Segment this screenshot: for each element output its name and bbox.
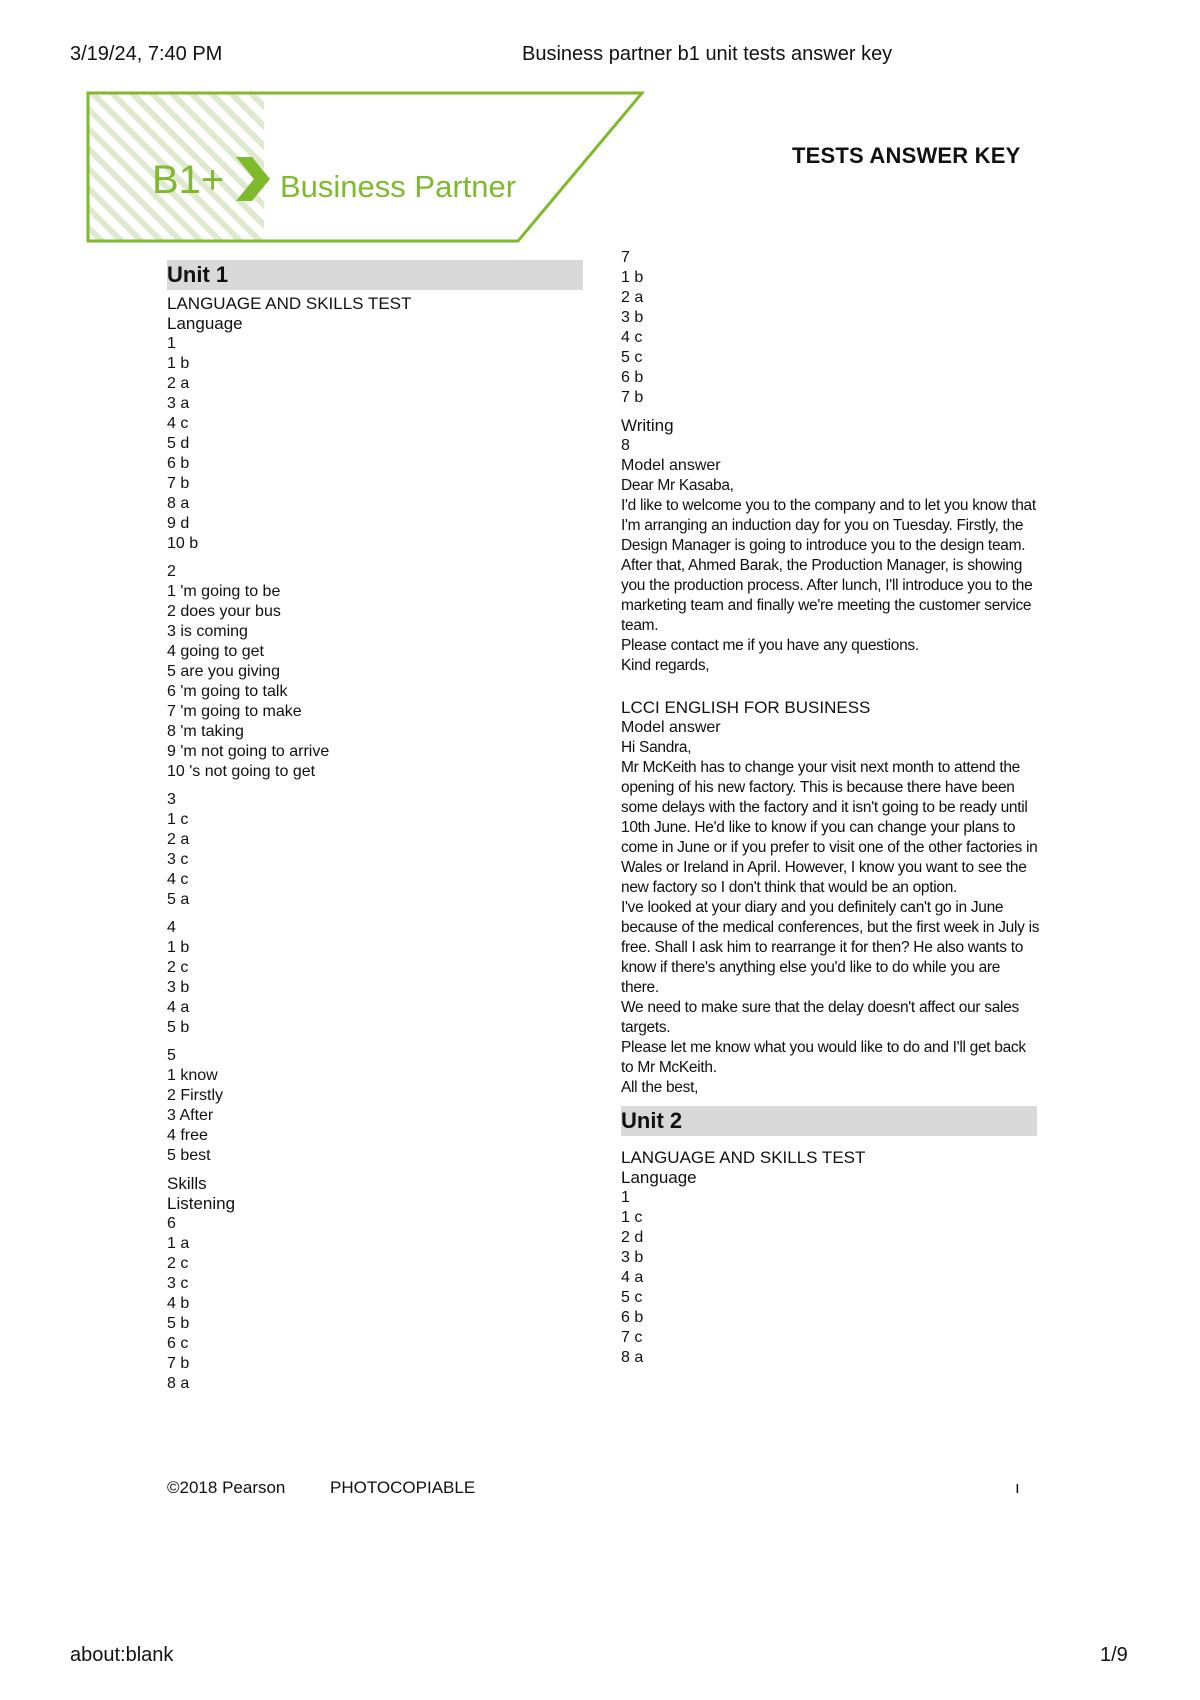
list-item: 1 b	[167, 355, 190, 372]
print-doc-title: Business partner b1 unit tests answer key	[522, 43, 893, 65]
list-item: 4 c	[167, 871, 189, 888]
writing-label: Writing	[621, 416, 674, 435]
list-item: 6 c	[167, 1335, 189, 1352]
unit2-language-label: Language	[621, 1168, 697, 1187]
lcci-signoff: All the best,	[621, 1079, 699, 1096]
ex4-number: 4	[167, 919, 176, 936]
ex3-number: 3	[167, 791, 176, 808]
list-item: 3 c	[167, 851, 189, 868]
list-item: 4 c	[621, 329, 643, 346]
list-item: 1 know	[167, 1067, 218, 1084]
list-item: 8 a	[167, 495, 190, 512]
unit2-test-title: LANGUAGE AND SKILLS TEST	[621, 1148, 866, 1167]
ex2-number: 2	[167, 563, 176, 580]
lcci-title: LCCI ENGLISH FOR BUSINESS	[621, 698, 871, 717]
list-item: 2 c	[167, 959, 189, 976]
list-item: 1 b	[167, 939, 190, 956]
unit1-language-label: Language	[167, 314, 243, 333]
list-item: 1 c	[621, 1209, 643, 1226]
ex8-model-label: Model answer	[621, 457, 721, 474]
ex5-list	[167, 1066, 587, 1166]
ex8-number: 8	[621, 437, 630, 454]
list-item: 5 b	[167, 1315, 190, 1332]
list-item: 4 going to get	[167, 643, 264, 660]
list-item: 2 Firstly	[167, 1087, 223, 1104]
ex2-list	[167, 582, 587, 782]
list-item: 2 c	[167, 1255, 189, 1272]
list-item: 7 c	[621, 1329, 643, 1346]
ex8-contact-line: Please contact me if you have any questions.	[621, 637, 919, 654]
unit2-ex1-number: 1	[621, 1189, 630, 1206]
lcci-salutation: Hi Sandra,	[621, 739, 692, 756]
logo-brand: Business Partner	[280, 169, 517, 204]
list-item: 4 c	[167, 415, 189, 432]
ex8-body: I'd like to welcome you to the company and to let you know that I'm arranging an induction day for you on Tuesday. Firstly, the Design Manager is going to introduce you to the design team. After that, Ahmed Barak, the Production Manager, is showing you the production process. After lunch, I'll introduce you to the marketing team and finally we're meeting the customer service team.	[621, 497, 1036, 634]
lcci-body-4: Please let me know what you would like to do and I'll get back to Mr McKeith.	[621, 1039, 1026, 1076]
left-column	[167, 260, 587, 1394]
list-item: 5 c	[621, 1289, 643, 1306]
list-item: 3 b	[167, 979, 190, 996]
list-item: 6 b	[621, 369, 644, 386]
list-item: 2 a	[167, 375, 190, 392]
list-item: 2 d	[621, 1229, 644, 1246]
list-item: 1 'm going to be	[167, 583, 281, 600]
ex1-list	[167, 354, 587, 554]
unit1-heading: Unit 1	[167, 260, 583, 290]
right-column	[621, 248, 1041, 1368]
skills-label: Skills	[167, 1174, 207, 1193]
footer-copyright: ©2018 Pearson	[167, 1478, 286, 1497]
ex7-number: 7	[621, 249, 630, 266]
lcci-body-3: We need to make sure that the delay doesn't affect our sales targets.	[621, 999, 1019, 1036]
list-item: 6 b	[167, 455, 190, 472]
print-datetime: 3/19/24, 7:40 PM	[70, 43, 223, 65]
listening-label: Listening	[167, 1194, 236, 1213]
unit2-ex1-list	[621, 1208, 1041, 1368]
list-item: 7 b	[621, 389, 644, 406]
list-item: 5 best	[167, 1147, 211, 1164]
list-item: 3 c	[167, 1275, 189, 1292]
list-item: 9 d	[167, 515, 190, 532]
ex1-number: 1	[167, 335, 176, 352]
list-item: 8 'm taking	[167, 723, 244, 740]
list-item: 7 b	[167, 1355, 190, 1372]
list-item: 7 b	[167, 475, 190, 492]
list-item: 1 a	[167, 1235, 190, 1252]
logo-level: B1+	[152, 158, 225, 202]
list-item: 6 'm going to talk	[167, 683, 288, 700]
list-item: 5 c	[621, 349, 643, 366]
footer-photocopiable: PHOTOCOPIABLE	[330, 1478, 476, 1497]
lcci-model-label: Model answer	[621, 719, 721, 736]
list-item: 2 a	[167, 831, 190, 848]
list-item: 10 b	[167, 535, 199, 552]
unit1-test-title: LANGUAGE AND SKILLS TEST	[167, 294, 412, 313]
list-item: 5 are you giving	[167, 663, 280, 680]
lcci-body-1: Mr McKeith has to change your visit next month to attend the opening of his new factory. This is because there have been some delays with the factory and it isn't going to be ready until 10th June. He'd like to know if you can change your plans to come in June or if you prefer to visit one of the other factories in Wales or Ireland in April. However, I know you want to see the new factory so I don't think that would be an option.	[621, 759, 1038, 896]
footer-page-mark: ı	[1015, 1478, 1020, 1497]
list-item: 10 's not going to get	[167, 763, 316, 780]
unit2-heading: Unit 2	[621, 1106, 1037, 1136]
ex5-number: 5	[167, 1047, 176, 1064]
ex8-signoff: Kind regards,	[621, 657, 710, 674]
list-item: 4 a	[621, 1269, 644, 1286]
ex6-number: 6	[167, 1215, 176, 1232]
print-url: about:blank	[70, 1644, 174, 1666]
business-partner-logo	[86, 91, 646, 243]
list-item: 4 free	[167, 1127, 208, 1144]
print-page-number: 1/9	[1100, 1644, 1128, 1666]
ex8-salutation: Dear Mr Kasaba,	[621, 477, 734, 494]
page-title: TESTS ANSWER KEY	[792, 143, 1021, 168]
list-item: 7 'm going to make	[167, 703, 302, 720]
list-item: 8 a	[167, 1375, 190, 1392]
list-item: 6 b	[621, 1309, 644, 1326]
list-item: 2 does your bus	[167, 603, 281, 620]
ex7-list	[621, 268, 1041, 408]
list-item: 3 a	[167, 395, 190, 412]
list-item: 2 a	[621, 289, 644, 306]
list-item: 9 'm not going to arrive	[167, 743, 330, 760]
list-item: 5 d	[167, 435, 190, 452]
lcci-body-2: I've looked at your diary and you definitely can't go in June because of the medical conferences, but the first week in July is free. Shall I ask him to rearrange it for then? He also wants to know if there's anything else you'd like to do while you are there.	[621, 899, 1040, 996]
list-item: 8 a	[621, 1349, 644, 1366]
list-item: 1 b	[621, 269, 644, 286]
list-item: 1 c	[167, 811, 189, 828]
list-item: 3 is coming	[167, 623, 248, 640]
list-item: 5 b	[167, 1019, 190, 1036]
list-item: 4 a	[167, 999, 190, 1016]
list-item: 3 b	[621, 1249, 644, 1266]
list-item: 5 a	[167, 891, 190, 908]
list-item: 3 After	[167, 1107, 214, 1124]
list-item: 3 b	[621, 309, 644, 326]
list-item: 4 b	[167, 1295, 190, 1312]
ex6-list	[167, 1234, 587, 1394]
ex4-list	[167, 938, 587, 1038]
ex3-list	[167, 810, 587, 910]
